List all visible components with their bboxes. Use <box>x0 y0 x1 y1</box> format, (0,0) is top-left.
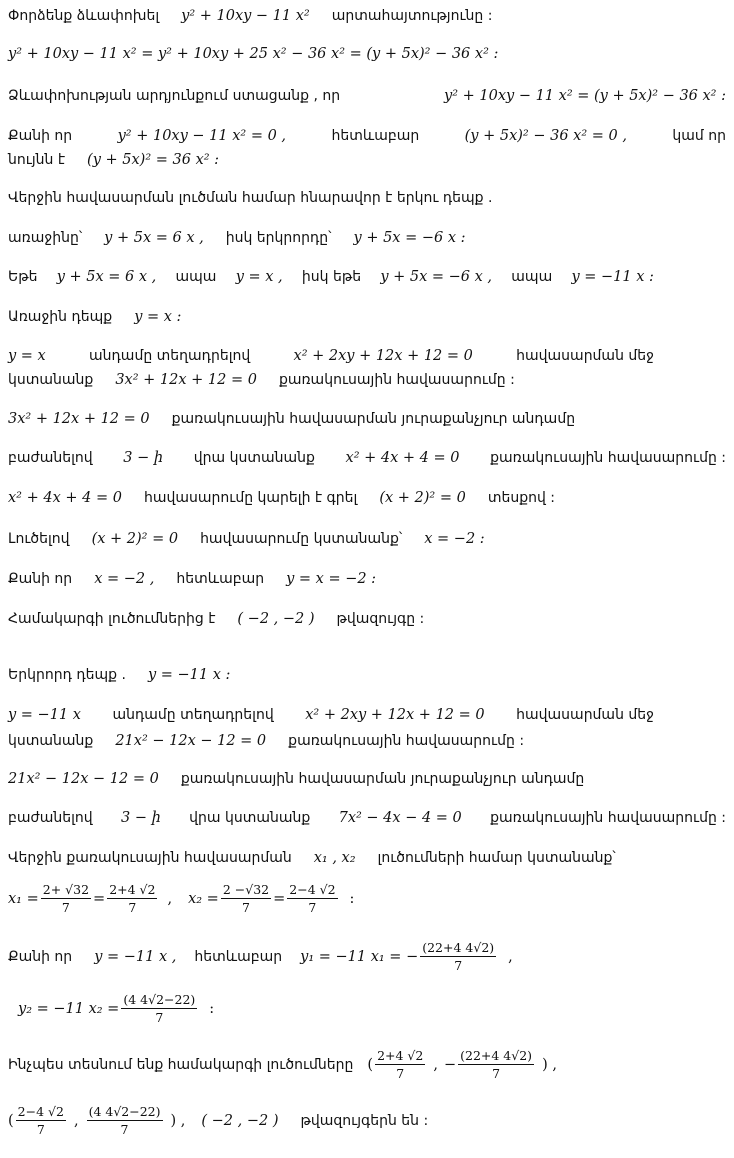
text: բաժանելով <box>8 810 93 826</box>
numerator: (4 4√2−22) <box>88 1104 161 1119</box>
math-expression: y = x = −2 : <box>286 571 377 587</box>
numerator: 2 −√32 <box>222 882 270 897</box>
close-paren: ) , <box>542 1056 557 1073</box>
math-expression: 3x² + 12x + 12 = 0 <box>8 411 150 427</box>
text: Ձևափոխության արդյունքում ստացանք , որ <box>8 88 341 104</box>
fraction <box>458 1048 534 1081</box>
line-20 <box>8 733 726 749</box>
fraction <box>121 992 197 1025</box>
text: Քանի որ <box>8 571 73 587</box>
text: բաժանելով <box>8 450 93 466</box>
line-15 <box>8 531 726 547</box>
text: տեսքով : <box>487 490 556 506</box>
denominator: 7 <box>128 900 137 915</box>
math-expression: x₁ , x₂ <box>313 850 356 866</box>
math-expression: 21x² − 12x − 12 = 0 <box>8 771 159 787</box>
denominator: 7 <box>155 1010 164 1025</box>
text: Վերջին քառակուսային հավասարման <box>8 850 292 866</box>
line-2: y² + 10xy − 11 x² = y² + 10xy + 25 x² − 36 x² = (y + 5x)² − 36 x² : <box>8 46 499 62</box>
math-expression: x² + 4x + 4 = 0 <box>345 450 460 466</box>
line-8 <box>8 269 654 285</box>
math-expression: x = −2 , <box>94 571 155 587</box>
text: Ինչպես տեսնում ենք համակարգի լուծումները <box>8 1056 354 1073</box>
fraction <box>221 882 271 915</box>
math-expression: y₁ = −11 x₁ = − <box>300 948 419 965</box>
numerator: (22+4 4√2) <box>422 940 495 955</box>
text: հավասարման մեջ <box>516 348 654 364</box>
denominator: 7 <box>120 1122 129 1137</box>
text: կստանանք <box>8 372 94 388</box>
math-expression: y = −11 x : <box>571 269 654 285</box>
denominator: 7 <box>454 958 463 973</box>
math-expression: x₂ = <box>188 890 219 907</box>
math-expression: y = x : <box>134 309 182 325</box>
text: քառակուսային հավասարման յուրաքանչյուր անդամը <box>180 771 585 787</box>
text: անդամը տեղադրելով <box>89 348 251 364</box>
text: հետևաբար <box>331 128 420 144</box>
numerator: 2+ √32 <box>42 882 90 897</box>
fraction <box>287 882 337 915</box>
open-paren: ( <box>367 1056 374 1073</box>
text: քառակուսային հավասարումը : <box>288 733 525 749</box>
text: Քանի որ <box>8 948 73 965</box>
comma: , <box>167 890 173 907</box>
line-1 <box>8 8 726 24</box>
math-expression: y + 5x = −6 x : <box>353 230 466 246</box>
text: հետևաբար <box>194 948 283 965</box>
denominator: 7 <box>308 900 317 915</box>
line-5 <box>8 152 726 168</box>
line-12 <box>8 411 726 427</box>
math-expression: (x + 2)² = 0 <box>379 490 466 506</box>
open-paren: ( <box>8 1112 14 1129</box>
math-expression: 7x² − 4x − 4 = 0 <box>338 810 462 826</box>
line-28 <box>8 1104 726 1137</box>
text: առաջինը՝ <box>8 230 83 246</box>
line-13 <box>8 450 726 466</box>
math-expression: y₂ = −11 x₂ = <box>18 1000 120 1017</box>
line-19 <box>8 707 654 723</box>
text: հավասարման մեջ <box>516 707 654 723</box>
denominator: 7 <box>61 900 70 915</box>
line-18 <box>8 667 726 683</box>
comma: , <box>508 948 513 965</box>
math-expression: y = x , <box>235 269 283 285</box>
math-expression: ( −2 , −2 ) <box>237 611 315 627</box>
text: նույնն է <box>8 152 66 168</box>
comma: , <box>433 1056 438 1073</box>
text: Լուծելով <box>8 531 70 547</box>
math-expression: (x + 2)² = 0 <box>91 531 179 547</box>
math-expression: x² + 2xy + 12x + 12 = 0 <box>293 348 473 364</box>
math-expression: 3x² + 12x + 12 = 0 <box>115 372 257 388</box>
fraction <box>375 1048 425 1081</box>
math-expression: x₁ = <box>8 890 39 907</box>
text: քառակուսային հավասարումը : <box>490 810 726 826</box>
text: Երկրորդ դեպք . <box>8 667 126 683</box>
math-expression: y + 5x = 6 x , <box>104 230 204 246</box>
text: անդամը տեղադրելով <box>112 707 274 723</box>
line-14 <box>8 490 726 506</box>
math-expression: y = −11 x , <box>94 948 177 965</box>
text: լուծումների համար կստանանք՝ <box>377 850 616 866</box>
line-25 <box>8 940 726 973</box>
denominator: 7 <box>36 1122 45 1137</box>
line-10 <box>8 348 654 364</box>
text: Փորձենք ձևափոխել <box>8 8 160 24</box>
line-27 <box>8 1048 726 1081</box>
math-expression: (y + 5x)² = 36 x² : <box>87 152 220 168</box>
fraction <box>420 940 496 973</box>
line-26 <box>18 992 726 1025</box>
text: կամ որ <box>672 128 726 144</box>
text: քառակուսային հավասարումը : <box>278 372 515 388</box>
line-6: Վերջին հավասարման լուծման համար հնարավոր է երկու դեպք . <box>8 190 493 206</box>
equals-sign: = <box>273 890 286 907</box>
numerator: 2+4 √2 <box>109 882 156 897</box>
line-9 <box>8 309 726 325</box>
line-11 <box>8 372 726 388</box>
math-expression: y + 5x = −6 x , <box>380 269 493 285</box>
numerator: 2+4 √2 <box>377 1048 424 1063</box>
denominator: 7 <box>396 1066 405 1081</box>
numerator: 2−4 √2 <box>289 882 336 897</box>
math-expression: y + 5x = 6 x , <box>56 269 157 285</box>
text: հետևաբար <box>176 571 265 587</box>
text: իսկ եթե <box>301 269 362 285</box>
line-3 <box>8 88 726 104</box>
text: քառակուսային հավասարման յուրաքանչյուր անդամը <box>171 411 576 427</box>
close-paren: ) , <box>170 1112 186 1129</box>
text: կստանանք <box>8 733 94 749</box>
math-expression: x² + 2xy + 12x + 12 = 0 <box>305 707 485 723</box>
text: թվազույգը : <box>336 611 425 627</box>
math-expression: y² + 10xy − 11 x² <box>181 8 310 24</box>
fraction <box>107 882 157 915</box>
fraction <box>87 1104 163 1137</box>
math-expression: ( −2 , −2 ) <box>201 1112 279 1129</box>
line-22 <box>8 810 726 826</box>
line-24 <box>8 882 726 915</box>
math-expression: (y + 5x)² − 36 x² = 0 , <box>464 128 627 144</box>
text: Եթե <box>8 269 38 285</box>
equals-sign: = <box>93 890 106 907</box>
minus-sign: − <box>443 1056 457 1073</box>
text: քառակուսային հավասարումը : <box>490 450 726 466</box>
text: ապա <box>511 269 553 285</box>
numerator: (22+4 4√2) <box>460 1048 533 1063</box>
math-expression: 3 − ի <box>123 450 164 466</box>
line-4 <box>8 128 726 144</box>
text: ապա <box>175 269 217 285</box>
text: իսկ երկրորդը՝ <box>225 230 332 246</box>
math-expression: y = x <box>8 348 46 364</box>
line-23 <box>8 850 726 866</box>
text: Համակարգի լուծումներից է <box>8 611 216 627</box>
math-expression: x² + 4x + 4 = 0 <box>8 490 122 506</box>
denominator: 7 <box>241 900 250 915</box>
math-expression: y = −11 x <box>8 707 81 723</box>
numerator: (4 4√2−22) <box>123 992 196 1007</box>
text: Առաջին դեպք <box>8 309 113 325</box>
text: վրա կստանանք <box>189 810 311 826</box>
math-expression: x = −2 : <box>424 531 485 547</box>
denominator: 7 <box>492 1066 501 1081</box>
text: Քանի որ <box>8 128 73 144</box>
math-expression: 21x² − 12x − 12 = 0 <box>115 733 267 749</box>
math-expression: y² + 10xy − 11 x² = (y + 5x)² − 36 x² : <box>444 88 726 104</box>
math-expression: y² + 10xy − 11 x² = 0 , <box>117 128 287 144</box>
line-21 <box>8 771 726 787</box>
colon: : <box>349 890 355 907</box>
text: թվազույգերն են : <box>300 1112 429 1129</box>
fraction <box>16 1104 66 1137</box>
math-expression: 3 − ի <box>120 810 161 826</box>
numerator: 2−4 √2 <box>17 1104 64 1119</box>
line-17 <box>8 611 726 627</box>
comma: , <box>73 1112 79 1129</box>
text: արտահայտությունը : <box>331 8 493 24</box>
line-7 <box>8 230 726 246</box>
text: հավասարումը կստանանք՝ <box>200 531 403 547</box>
text: վրա կստանանք <box>193 450 315 466</box>
colon: : <box>209 1000 215 1017</box>
math-expression: y = −11 x : <box>147 667 231 683</box>
line-16 <box>8 571 726 587</box>
text: հավասարումը կարելի է գրել <box>143 490 358 506</box>
fraction <box>41 882 91 915</box>
